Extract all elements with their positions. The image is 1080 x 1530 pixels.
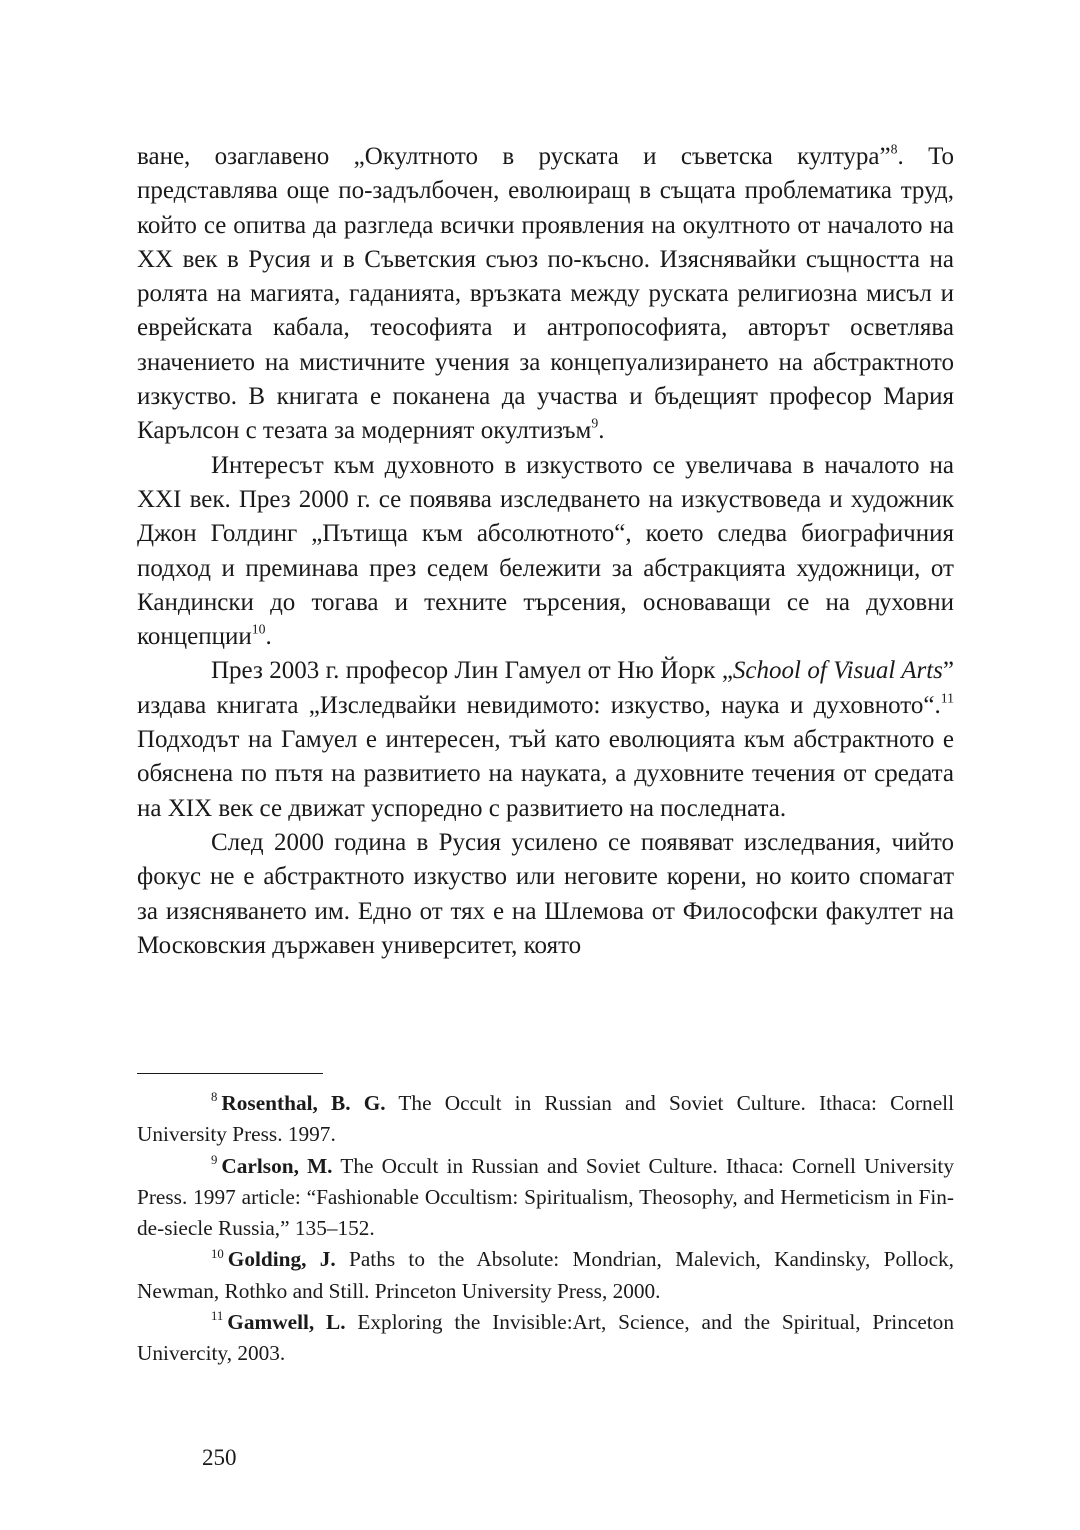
footnotes — [137, 1088, 954, 1370]
footnote-ref-9: 9 — [591, 416, 599, 432]
footnote-separator — [137, 1073, 323, 1074]
paragraph-3: През 2003 г. професор Лин Гамуел от Ню Йорк „School of Visual Arts” издава книгата „Изследвайки невидимото: изкуство, наука и духовното“.$^{11}$ Подходът на Гамуел е интересен, тъй като еволюцията към абстрактното е обяснена по пътя на развитието на науката, а духовните течения от средата на XIX век се движат успоредно с развитието на последната. — [137, 657, 955, 822]
main-text — [137, 140, 954, 963]
page-number: 250 — [202, 1445, 237, 1470]
footnote-author: Carlson, M. — [221, 1153, 333, 1178]
paragraph-1: ване, озаглавено „Окултното в руската и съветска култура”$^8$. То представлява още по-задълбочен, еволюиращ в същата проблематика труд, който се опитва да разгледа всички проявления на окултното от началото на ХХ век в Русия и в Съветския съюз по-късно. Изяснявайки същността на ролята на магията, гаданията, връзката между руската религиозна мисъл и еврейската кабала, теософията и антропософията, авторът осветлява значението на мистичните учения за концепуализирането на абстрактното изкуство. В книгата е поканена да участва и бъдещият професор Мария Карълсон с тезата за модерният окултизъм$^9$. — [137, 141, 954, 445]
school-name-italic: School of Visual Arts — [732, 657, 943, 685]
footnote-10: $^{10}$ Golding, J. Paths to the Absolute: Mondrian, Malevich, Kandinsky, Pollock, Newman, Rothko and Still. Princeton University Press, 2000. — [137, 1246, 954, 1303]
footnote-8: $^8$ Rosenthal, B. G. The Occult in Russian and Soviet Culture. Ithaca: Cornell University Press. 1997. — [137, 1090, 954, 1147]
footnote-author: Rosenthal, B. G. — [221, 1091, 386, 1115]
footnote-author: Golding, J. — [227, 1247, 336, 1272]
footnote-9: $^9$ Carlson, M. The Occult in Russian and Soviet Culture. Ithaca: Cornell University Press. 1997 article: “Fashionable Occultism: Spiritualism, Theosophy, and Hermeticism in Fin-de-siecle Russia,” 135–152. — [137, 1152, 954, 1241]
footnote-ref-11: 11 — [940, 690, 954, 706]
footnote-ref-8: 8 — [890, 141, 898, 157]
paragraph-4: След 2000 година в Русия усилено се появяват изследвания, чийто фокус не е абстрактното изкуство или неговите корени, но които спомагат за изясняването им. Едно от тях е на Шлемова от Философски факултет на Московския държавен университет, която — [137, 828, 954, 959]
footnote-author: Gamwell, L. — [227, 1310, 346, 1335]
footnote-11: $^{11}$ Gamwell, L. Exploring the Invisible:Art, Science, and the Spiritual, Princeton Univercity, 2003. — [137, 1309, 954, 1366]
footnote-ref-10: 10 — [251, 621, 266, 637]
paragraph-2: Интересът към духовното в изкуството се увеличава в началото на ХХI век. През 2000 г. се появява изследването на изкуствоведа и художник Джон Голдинг „Пътища към абсолютното“, което следва биографичния подход и преминава през седем бележити за абстракцията художници, от Кандински до тогава и техните търсения, основаващи се на духовни концепции$^{10}$. — [137, 451, 954, 651]
